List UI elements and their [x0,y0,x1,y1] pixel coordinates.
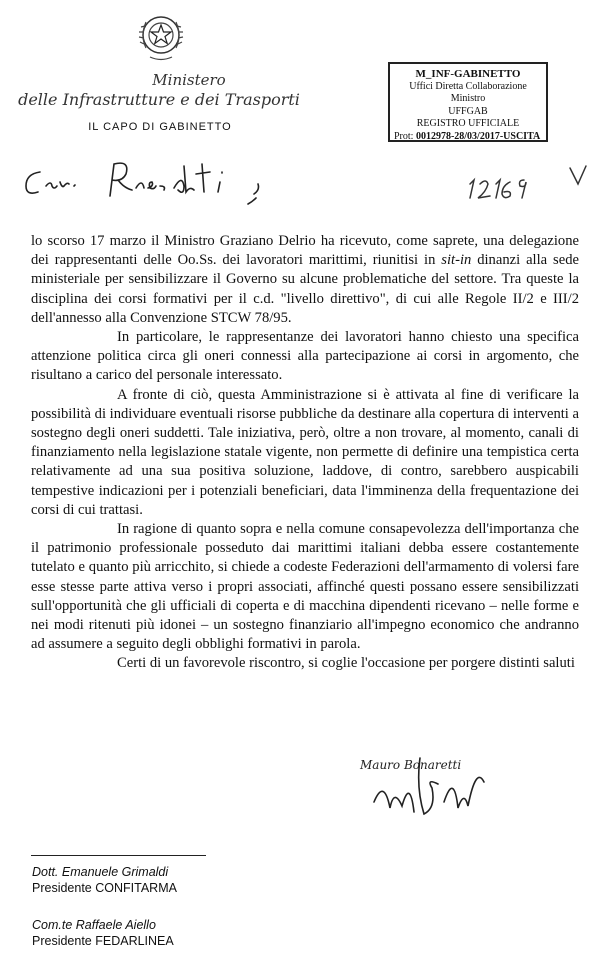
stamp-line-1: M_INF-GABINETTO [415,68,521,80]
recipient-2 [32,917,174,949]
stamp-protocol-label: Prot: [394,130,414,142]
stamp-line-4: REGISTRO UFFICIALE [416,118,520,129]
paragraph-2: In particolare, le rappresentanze dei lavoratori hanno chiesto una specifica attenzione politica circa gli oneri connessi alla partecipazione ai corsi in argomento, che risultano a carico del personale interessato. [31,329,579,384]
ministry-line-1: Ministero [152,71,226,89]
stamp-protocol [392,131,544,144]
recipient-2-role: Presidente FEDARLINEA [32,934,174,948]
recipient-1 [32,864,177,896]
ministry-line-2: delle Infrastrutture e dei Trasporti [18,90,300,109]
ministry-name [14,70,304,110]
stamp-protocol-value: 0012978-28/03/2017-USCITA [415,130,541,142]
recipient-2-name: Com.te Raffaele Aiello [32,918,156,932]
letter-body [31,232,579,674]
handwritten-salutation [18,158,278,206]
stamp-line-3: UFFGAB [448,105,488,117]
paragraph-4: In ragione di quanto sopra e nella comune consapevolezza dell'importanza che il patrimonio professionale posseduto dai marittimi italiani debba essere costantemente tutelato e quanto più arricchito, si chiede a codeste Federazioni dell'armamento di volersi fare esse stesse parte attiva verso i propri associati, affinché questi possano essere sensibilizzati sull'opportunità che gli ufficiali di coperta e di macchina dipendenti ricevano – nelle forme e nei modi ritenuti più idonei – un sostegno finanziario all'impegno economico che andranno ad assumere a seguito degli obblighi formativi in parola. [31,521,579,653]
protocol-stamp [388,62,548,142]
recipient-1-name: Dott. Emanuele Grimaldi [32,865,169,879]
paragraph-5: Certi di un favorevole riscontro, si coglie l'occasione per porgere distinti saluti [117,655,575,672]
stamp-line-2: Uffici Diretta Collaborazione Ministro [409,80,527,104]
recipient-divider [31,855,206,856]
handwritten-reference-number [464,176,534,202]
paragraph-3: A fronte di ciò, questa Amministrazione si è attivata al fine di verificare la possibilità di individuare eventuali risorse pubbliche da destinare alla copertura di interventi a sostegno degli oneri suddetti. Tale iniziativa, però, oltre a non trovare, al momento, canali di finanziamento nella legislazione statale vigente, non permette di definire una tempistica certa relativamente ad una sua positiva soluzione, laddove, di contro, sarebbero auspicabili tempestive indicazioni per i potenziali beneficiari, data l'imminenza della frequentazione dei corsi di cui trattasi. [31,386,579,518]
recipient-1-role: Presidente CONFITARMA [32,881,177,895]
italian-republic-emblem-icon [136,8,186,64]
handwritten-signature [354,748,514,820]
handwritten-check-mark [568,164,588,186]
signatory-name: Mauro Bonaretti [360,758,462,772]
paragraph-1: lo scorso 17 marzo il Ministro Graziano Delrio ha ricevuto, come saprete, una delegazione dei rappresentanti delle Oo.Ss. dei lavoratori marittimi, riunitisi in sit-in dinanzi alla sede ministeriale per sensibilizzare il Governo su alcune problematiche del settore. Tra queste la disciplina dei corsi formativi per il c.d. "livello direttivo", di cui alle Regole II/2 e III/2 dell'annesso alla Convenzione STCW 78/95. [31,233,579,326]
office-title: IL CAPO DI GABINETTO [88,121,232,133]
